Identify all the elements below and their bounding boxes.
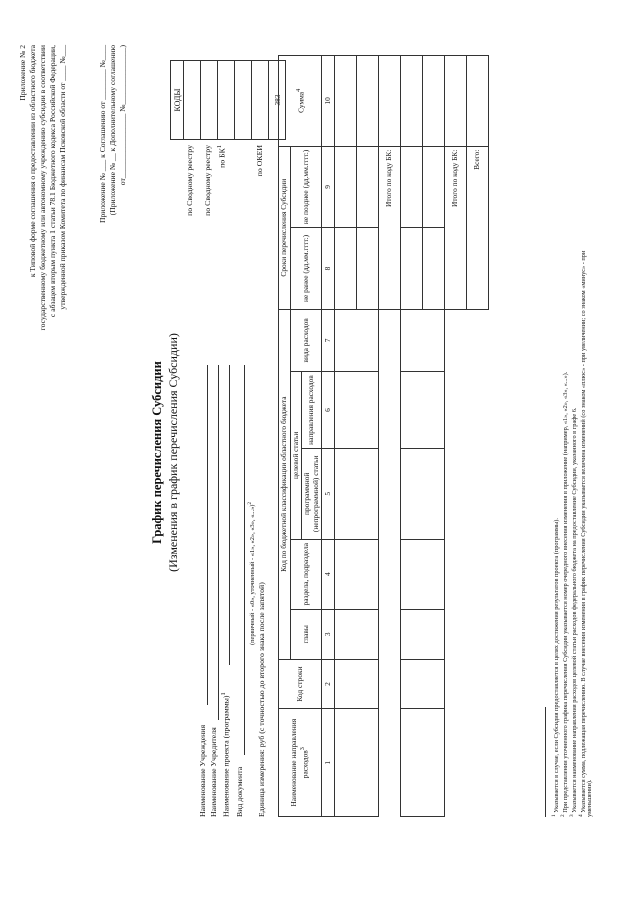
project-text: Наименование проекта (программы) [221,695,231,817]
founder-line [218,365,219,720]
table-cell [335,449,379,540]
footnote-4: $^4$ Указывается сумма, подлежащая перечислению. В случае внесения изменения в график перечисления Субсидии указывается величина изменений (со знаком «плюс» - при увеличении; со знаком «минус» - при [578,250,588,817]
table-cell [423,146,445,228]
codes-cell [184,61,201,140]
footnote-text: Указывается в случае, если Субсидия предоставляется в целях достижения результатов проекта (программы). [553,518,561,813]
codes-cell [218,61,235,140]
total-bk-label: Итого по коду БК: [379,146,401,309]
project-label [220,692,231,817]
footnote-2: $^2$ При представлении уточненного графика перечисления Субсидии указывается номер очередного внесения изменения в приложение (например, «1», «2», «3», «...»). [560,371,570,817]
footnote-text: При представлении уточненного графика перечисления Субсидии указывается номер очередного внесения изменения в приложение (например, «1», «2», «3», «...»). [562,371,570,813]
header-chapter: главы [290,609,322,659]
founder-label: Наименование Учредителя [209,727,218,817]
footnote-1: $^1$ Указывается в случае, если Субсидия предоставляется в целях достижения результатов проекта (программы). [551,518,561,817]
institution-label: Наименование Учреждения [198,724,207,817]
table-cell [357,228,379,310]
doc-type-line [244,365,245,755]
table-cell [335,309,379,371]
table-cell [401,539,445,609]
table-cell [401,56,423,147]
column-number: 1 [322,709,335,817]
column-number: 9 [322,146,335,228]
footnote-separator [545,707,546,817]
reference-line: (Приложение № __ к Дополнительному соглашению [108,45,117,216]
page-subtitle: (Изменения в график перечисления Субсидии) [166,333,180,572]
header-sum-text: Сумма [295,91,305,113]
column-number: 5 [322,449,335,540]
codes-header: КОДЫ [171,61,184,140]
header-not-after: не позднее (дд.мм.гггг.) [290,146,322,228]
header-name-text: Наименование направления расходов [289,718,310,807]
codes-cell [201,61,218,140]
header-direction: направления расходов [302,372,322,449]
table-cell [401,309,445,371]
total-bk-label: Итого по коду БК: [445,146,467,309]
table-cell [335,609,379,659]
bk-text: по БК [217,148,227,168]
agreement-reference [98,45,128,223]
header-not-before: не ранее (дд.мм.гггг.) [290,228,322,310]
table-cell [335,539,379,609]
table-spacer [467,309,489,816]
table-cell [335,659,379,709]
table-cell [401,709,445,817]
grand-total-value [467,56,489,147]
header-target: целевой статьи [290,372,302,540]
column-number: 3 [322,609,335,659]
footnote-text: Указывается наименование направления расходов целевой статьи расходов федерального бюджета на предоставление Субсидии, указанного в графе 6. [571,407,579,813]
codes-cell [235,61,252,140]
header-section: раздела, подраздела [290,539,322,609]
table-cell [423,228,445,310]
footnote-text: Указывается сумма, подлежащая перечислению. В случае внесения изменения в график перечисления Субсидии указывается величина изменений (со знаком «плюс» - при увеличении; со знаком «минус» - при [580,250,588,813]
footnote-mark: 2 [247,501,253,505]
column-number: 6 [322,372,335,449]
footnote-mark: 3 [299,747,306,751]
total-bk-value [445,56,467,147]
annex-line: утвержденной приказом Комитета по финансам Псковской области от ____ №___ [58,45,67,310]
total-bk-value [379,56,401,147]
doc-note-text: (первичный - «0», уточненный - «1», «2», «3», «...») [249,504,257,645]
project-line [229,365,230,665]
footnote-mark: 4 [295,88,302,92]
header-sum [279,56,322,147]
okei-label: по ОКЕИ [255,145,264,177]
table-cell [401,449,445,540]
unit-label: Единица измерения: руб (с точностью до второго знака после запятой) [257,582,266,817]
header-bk: Код по бюджетной классификации областного бюджета [279,309,291,659]
footnote-3: $^3$ Указывается наименование направления расходов целевой статьи расходов федерального бюджета на предоставление Субсидии, указанного в графе 6. [569,407,579,817]
header-code: Код строки [279,659,322,709]
annex-line: к Типовой форме соглашения о предоставлении из областного бюджета [28,45,37,278]
table-cell [401,228,423,310]
table-cell [335,146,357,228]
grand-total-label: Всего: [467,146,489,309]
doc-type-label: Вид документа [235,766,244,817]
table-cell [423,56,445,147]
page-title: График перечисления Субсидии [150,361,164,544]
annex-line: Приложение № 2 [18,45,27,101]
annex-line: с абзацем вторым пункта 1 статьи 78.1 Бюджетного кодекса Российской Федерации, [48,45,57,318]
table-cell [335,709,379,817]
column-number: 2 [322,659,335,709]
table-cell [335,372,379,449]
table-cell [357,146,379,228]
header-program: программной (непрограммной) статьи [302,449,322,540]
bk-label [216,145,227,168]
annex-line: государственному бюджетному или автономному учреждению субсидии в соответствии [38,45,47,331]
reference-line: от_________________ №_______________) [118,45,127,186]
reference-line: Приложение № ___ к Соглашению от ________ №____ [98,45,107,223]
header-name [279,709,322,817]
footnote-mark: 1 [216,145,223,149]
table-cell [357,56,379,147]
header-expense: вида расходов [290,309,322,371]
registry-label: по Сводному реестру [185,145,194,216]
table-cell [335,228,357,310]
table-cell [401,659,445,709]
table-cell [401,609,445,659]
doc-type-note [247,502,256,645]
annex-header [18,45,68,330]
codes-table [170,60,286,140]
schedule-table [278,55,489,817]
registry-label: по Сводному реестру [203,145,212,216]
codes-okei-value: 383 [269,61,286,140]
column-number: 8 [322,228,335,310]
table-spacer [445,309,467,816]
codes-cell [252,61,269,140]
table-spacer [379,309,401,816]
table-cell [401,146,423,228]
column-number: 7 [322,309,335,371]
table-cell [335,56,357,147]
column-number: 10 [322,56,335,147]
header-terms: Сроки перечисления Субсидии [279,146,291,309]
institution-line [207,365,208,705]
footnote-mark: 1 [220,692,227,696]
table-cell [401,372,445,449]
footnote-4-cont: уменьшении). [586,779,593,817]
column-number: 4 [322,539,335,609]
